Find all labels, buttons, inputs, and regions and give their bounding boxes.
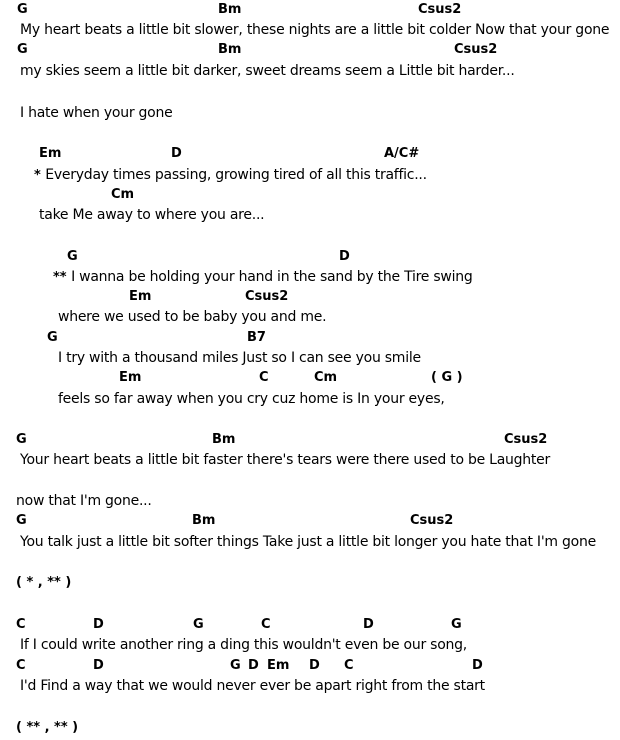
- lyric-text: I wanna be holding your hand in the sand by the Tire swing: [71, 269, 473, 285]
- lyric-line: Your heart beats a little bit faster there's tears were there used to be Laughter: [20, 452, 551, 468]
- lyric-line: take Me away to where you are...: [39, 207, 265, 223]
- lyric-line: My heart beats a little bit slower, these nights are a little bit colder Now that your gone: [20, 22, 610, 38]
- repeat-marker: ( ** , ** ): [16, 720, 79, 735]
- chord: Cm: [314, 370, 338, 385]
- chord: A/C#: [384, 146, 420, 161]
- lyric-line: I'd Find a way that we would never ever be apart right from the start: [20, 678, 485, 694]
- chord: C: [261, 617, 271, 632]
- lyric-line: I try with a thousand miles Just so I can see you smile: [58, 350, 421, 366]
- chord: C: [16, 617, 26, 632]
- chord: G: [16, 432, 27, 447]
- repeat-marker: ( * , ** ): [16, 575, 72, 590]
- chord: C: [344, 658, 354, 673]
- chord: Em: [129, 289, 152, 304]
- chord: Bm: [218, 42, 242, 57]
- chord: D: [248, 658, 259, 673]
- chord: Em: [267, 658, 290, 673]
- chord: D: [309, 658, 320, 673]
- lyric-line: where we used to be baby you and me.: [58, 309, 327, 325]
- chord: Bm: [218, 2, 242, 17]
- chord: D: [339, 249, 350, 264]
- chord: Bm: [192, 513, 216, 528]
- lyric-line: If I could write another ring a ding this wouldn't even be our song,: [20, 637, 467, 653]
- chord: D: [171, 146, 182, 161]
- chord: D: [363, 617, 374, 632]
- chord: G: [17, 2, 28, 17]
- chord: G: [230, 658, 241, 673]
- chord: B7: [247, 330, 266, 345]
- chord: Em: [119, 370, 142, 385]
- section-marker: **: [53, 270, 67, 285]
- chord: D: [93, 617, 104, 632]
- chord: D: [472, 658, 483, 673]
- chord: G: [47, 330, 58, 345]
- chord: Csus2: [245, 289, 289, 304]
- chord: Csus2: [418, 2, 462, 17]
- lyric-line: [53, 268, 473, 286]
- chord: Em: [39, 146, 62, 161]
- chord: Csus2: [454, 42, 498, 57]
- chord: Cm: [111, 187, 135, 202]
- chord: G: [451, 617, 462, 632]
- lyric-line: You talk just a little bit softer things Take just a little bit longer you hate that I'm gone: [20, 534, 596, 550]
- chord: Csus2: [504, 432, 548, 447]
- chord: C: [259, 370, 269, 385]
- lyric-line: feels so far away when you cry cuz home is In your eyes,: [58, 391, 445, 407]
- chord: Bm: [212, 432, 236, 447]
- lyric-line: [34, 166, 427, 184]
- section-marker: *: [34, 168, 41, 183]
- lyric-text: Everyday times passing, growing tired of all this traffic...: [45, 167, 427, 183]
- lyric-line: my skies seem a little bit darker, sweet dreams seem a Little bit harder...: [20, 63, 515, 79]
- chord: D: [93, 658, 104, 673]
- lyric-line: now that I'm gone...: [16, 493, 152, 509]
- chord: ( G ): [431, 370, 463, 385]
- chord: G: [16, 513, 27, 528]
- chord: G: [67, 249, 78, 264]
- chord: Csus2: [410, 513, 454, 528]
- chord: G: [193, 617, 204, 632]
- chord: C: [16, 658, 26, 673]
- chord: G: [17, 42, 28, 57]
- lyric-line: I hate when your gone: [20, 105, 173, 121]
